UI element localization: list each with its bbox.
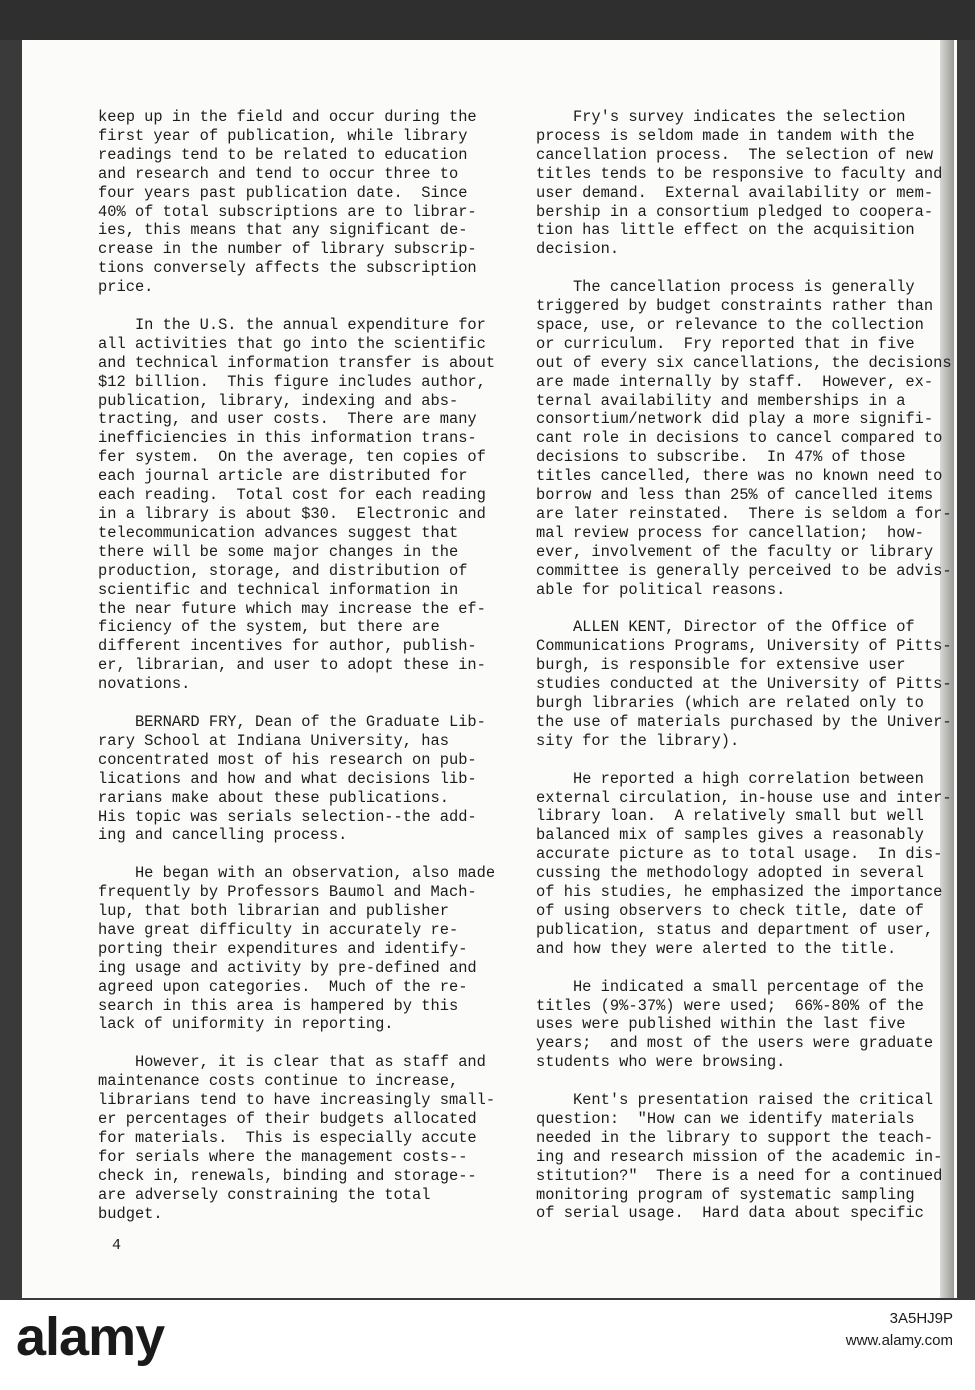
paragraph: However, it is clear that as staff and maintenance costs continue to increase, librarians tend to have increasingly small- er percentages of their budgets allocated for materials. This is especially accute for serials where the management costs-- check in, renewals, binding and storage-- are adversely constraining the total budget. (98, 1053, 496, 1223)
paragraph: ALLEN KENT, Director of the Office of Communications Programs, University of Pitts- burgh, is responsible for extensive user studies conducted at the University of Pitts- burgh libraries (which are related only to the use of materials purchased by the Univer- sity for the library). (536, 618, 952, 750)
paragraph: He indicated a small percentage of the titles (9%-37%) were used; 66%-80% of the uses were published within the last five years; and most of the users were graduate students who were browsing. (536, 977, 934, 1072)
page-number: 4 (112, 1237, 122, 1254)
site-url: www.alamy.com (845, 1332, 953, 1349)
paragraph: In the U.S. the annual expenditure for all activities that go into the scientific and technical information transfer is about $12 billion. This figure includes author, publication, library, indexing and abs- tracting, and user costs. There are many inefficiencies in this information trans- fer system. On the average, ten copies of each journal article are distributed for each reading. Total cost for each reading in a library is about $30. Electronic and telecommunication advances suggest that there will be some major changes in the production, storage, and distribution of scientific and technical information in the near future which may increase the ef- ficiency of the system, but there are different incentives for author, publish- er, librarian, and user to adopt these in- novations. (98, 315, 496, 694)
image-id: 3A5HJ9P (889, 1310, 953, 1327)
paragraph: keep up in the field and occur during the first year of publication, while library readings tend to be related to education and research and tend to occur three to four years past publication date. Since 40% of total subscriptions are to librar- ies, this means that any significant de- crease in the number of library subscrip- tions conversely affects the subscription price. (98, 108, 477, 297)
paragraph: BERNARD FRY, Dean of the Graduate Lib- rary School at Indiana University, has concentrated most of his research on pub- lications and how and what decisions lib- rarians make about these publications. His topic was serials selection--the add- ing and cancelling process. (98, 712, 486, 845)
paragraph: He began with an observation, also made frequently by Professors Baumol and Mach- lup, that both librarian and publisher have great difficulty in accurately re- porting their expenditures and identify- ing usage and activity by pre-defined and agreed upon categories. Much of the re- search in this area is hampered by this lack of uniformity in reporting. (98, 864, 496, 1034)
left-column (98, 108, 498, 1242)
watermark-logo: alamy (16, 1307, 165, 1367)
watermark-id (846, 1308, 953, 1352)
paragraph: Fry's survey indicates the selection process is seldom made in tandem with the cancellation process. The selection of new titles tends to be responsive to faculty and user demand. External availability or mem- bership in a consortium pledged to coopera- tion has little effect on the acquisition decision. (536, 108, 943, 259)
paragraph: He reported a high correlation between external circulation, in-house use and inter- library loan. A relatively small but well balanced mix of samples gives a reasonably accurate picture as to total usage. In dis- cussing the methodology adopted in several of his studies, he emphasized the importance of using observers to check title, date of publication, status and department of user, and how they were alerted to the title. (536, 769, 952, 958)
scan-top-edge (0, 0, 975, 40)
paragraph: The cancellation process is generally triggered by budget constraints rather than space, use, or relevance to the collection or curriculum. Fry reported that in five out of every six cancellations, the decisions are made internally by staff. However, ex- ternal availability and memberships in a consortium/network did play a more signifi- cant role in decisions to cancel compared to decisions to subscribe. In 47% of those titles cancelled, there was no known need to borrow and less than 25% of cancelled items are later reinstated. There is seldom a for- mal review process for cancellation; how- ever, involvement of the faculty or library committee is generally perceived to be advis- able for political reasons. (536, 278, 952, 599)
right-column (536, 108, 960, 1242)
paragraph: Kent's presentation raised the critical question: "How can we identify materials needed in the library to support the teach- ing and research mission of the academic in- stitution?" There is a need for a continued monitoring program of systematic sampling of serial usage. Hard data about specific (536, 1091, 943, 1223)
